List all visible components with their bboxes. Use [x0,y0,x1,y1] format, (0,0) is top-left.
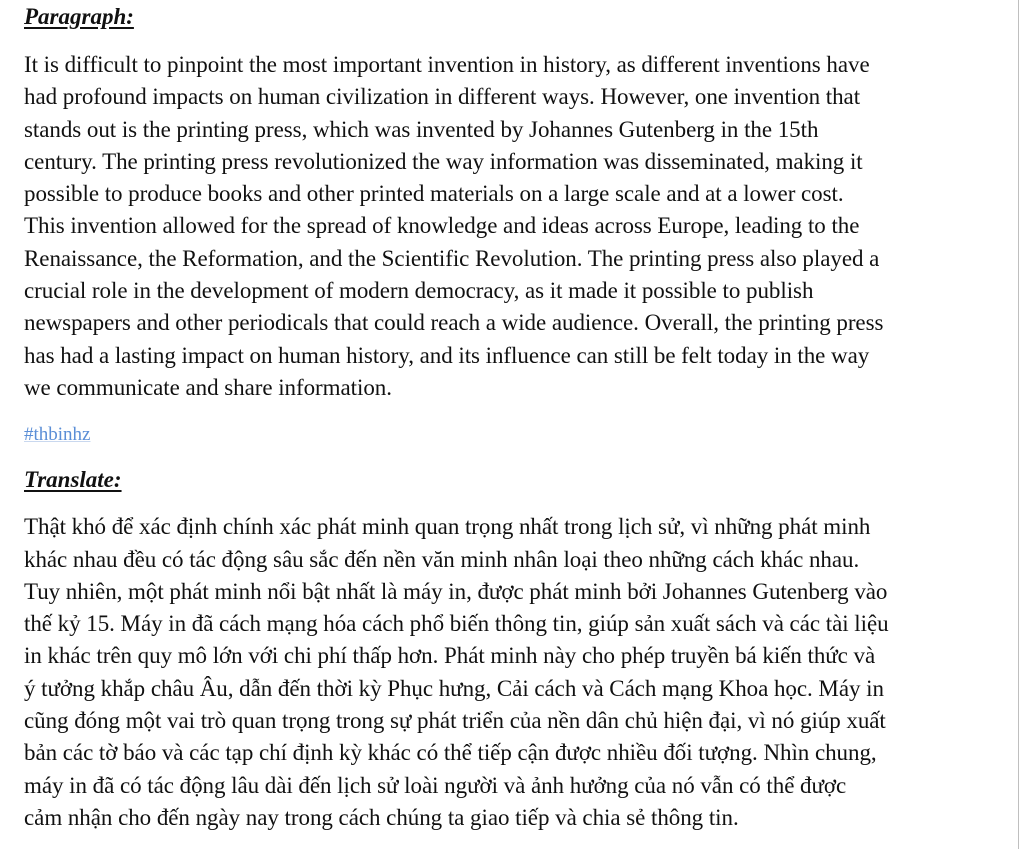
paragraph-heading: Paragraph: [24,4,134,29]
english-paragraph: It is difficult to pinpoint the most important invention in history, as different inventions have had profound impacts on human civilization in different ways. However, one invention that stands out is the printing press, which was invented by Johannes Gutenberg in the 15th century. The printing press revolutionized the way information was disseminated, making it possible to produce books and other printed materials on a large scale and at a lower cost. This invention allowed for the spread of knowledge and ideas across Europe, leading to the Renaissance, the Reformation, and the Scientific Revolution. The printing press also played a crucial role in the development of modern democracy, as it made it possible to publish newspapers and other periodicals that could reach a wide audience. Overall, the printing press has had a lasting impact on human history, and its influence can still be felt today in the way we communicate and share information. [24,52,884,400]
translate-heading: Translate: [24,467,122,493]
hashtag-link[interactable]: #thbinhz [24,424,91,446]
vietnamese-paragraph: Thật khó để xác định chính xác phát minh quan trọng nhất trong lịch sử, vì những phát minh khác nhau đều có tác động sâu sắc đến nền văn minh nhân loại theo những cách khác nhau. Tuy nhiên, một phát minh nổi bật nhất là máy in, được phát minh bởi Johannes Gutenberg vào thế kỷ 15. Máy in đã cách mạng hóa cách phổ biến thông tin, giúp sản xuất sách và các tài liệu in khác trên quy mô lớn với chi phí thấp hơn. Phát minh này cho phép truyền bá kiến thức và ý tưởng khắp châu Âu, dẫn đến thời kỳ Phục hưng, Cải cách và Cách mạng Khoa học. Máy in cũng đóng một vai trò quan trọng trong sự phát triển của nền dân chủ hiện đại, vì nó giúp xuất bản các tờ báo và các tạp chí định kỳ khác có thể tiếp cận được nhiều đối tượng. Nhìn chung, máy in đã có tác động lâu dài đến lịch sử loài người và ảnh hưởng của nó vẫn có thể được cảm nhận cho đến ngày nay trong cách chúng ta giao tiếp và chia sẻ thông tin. [24,514,889,830]
